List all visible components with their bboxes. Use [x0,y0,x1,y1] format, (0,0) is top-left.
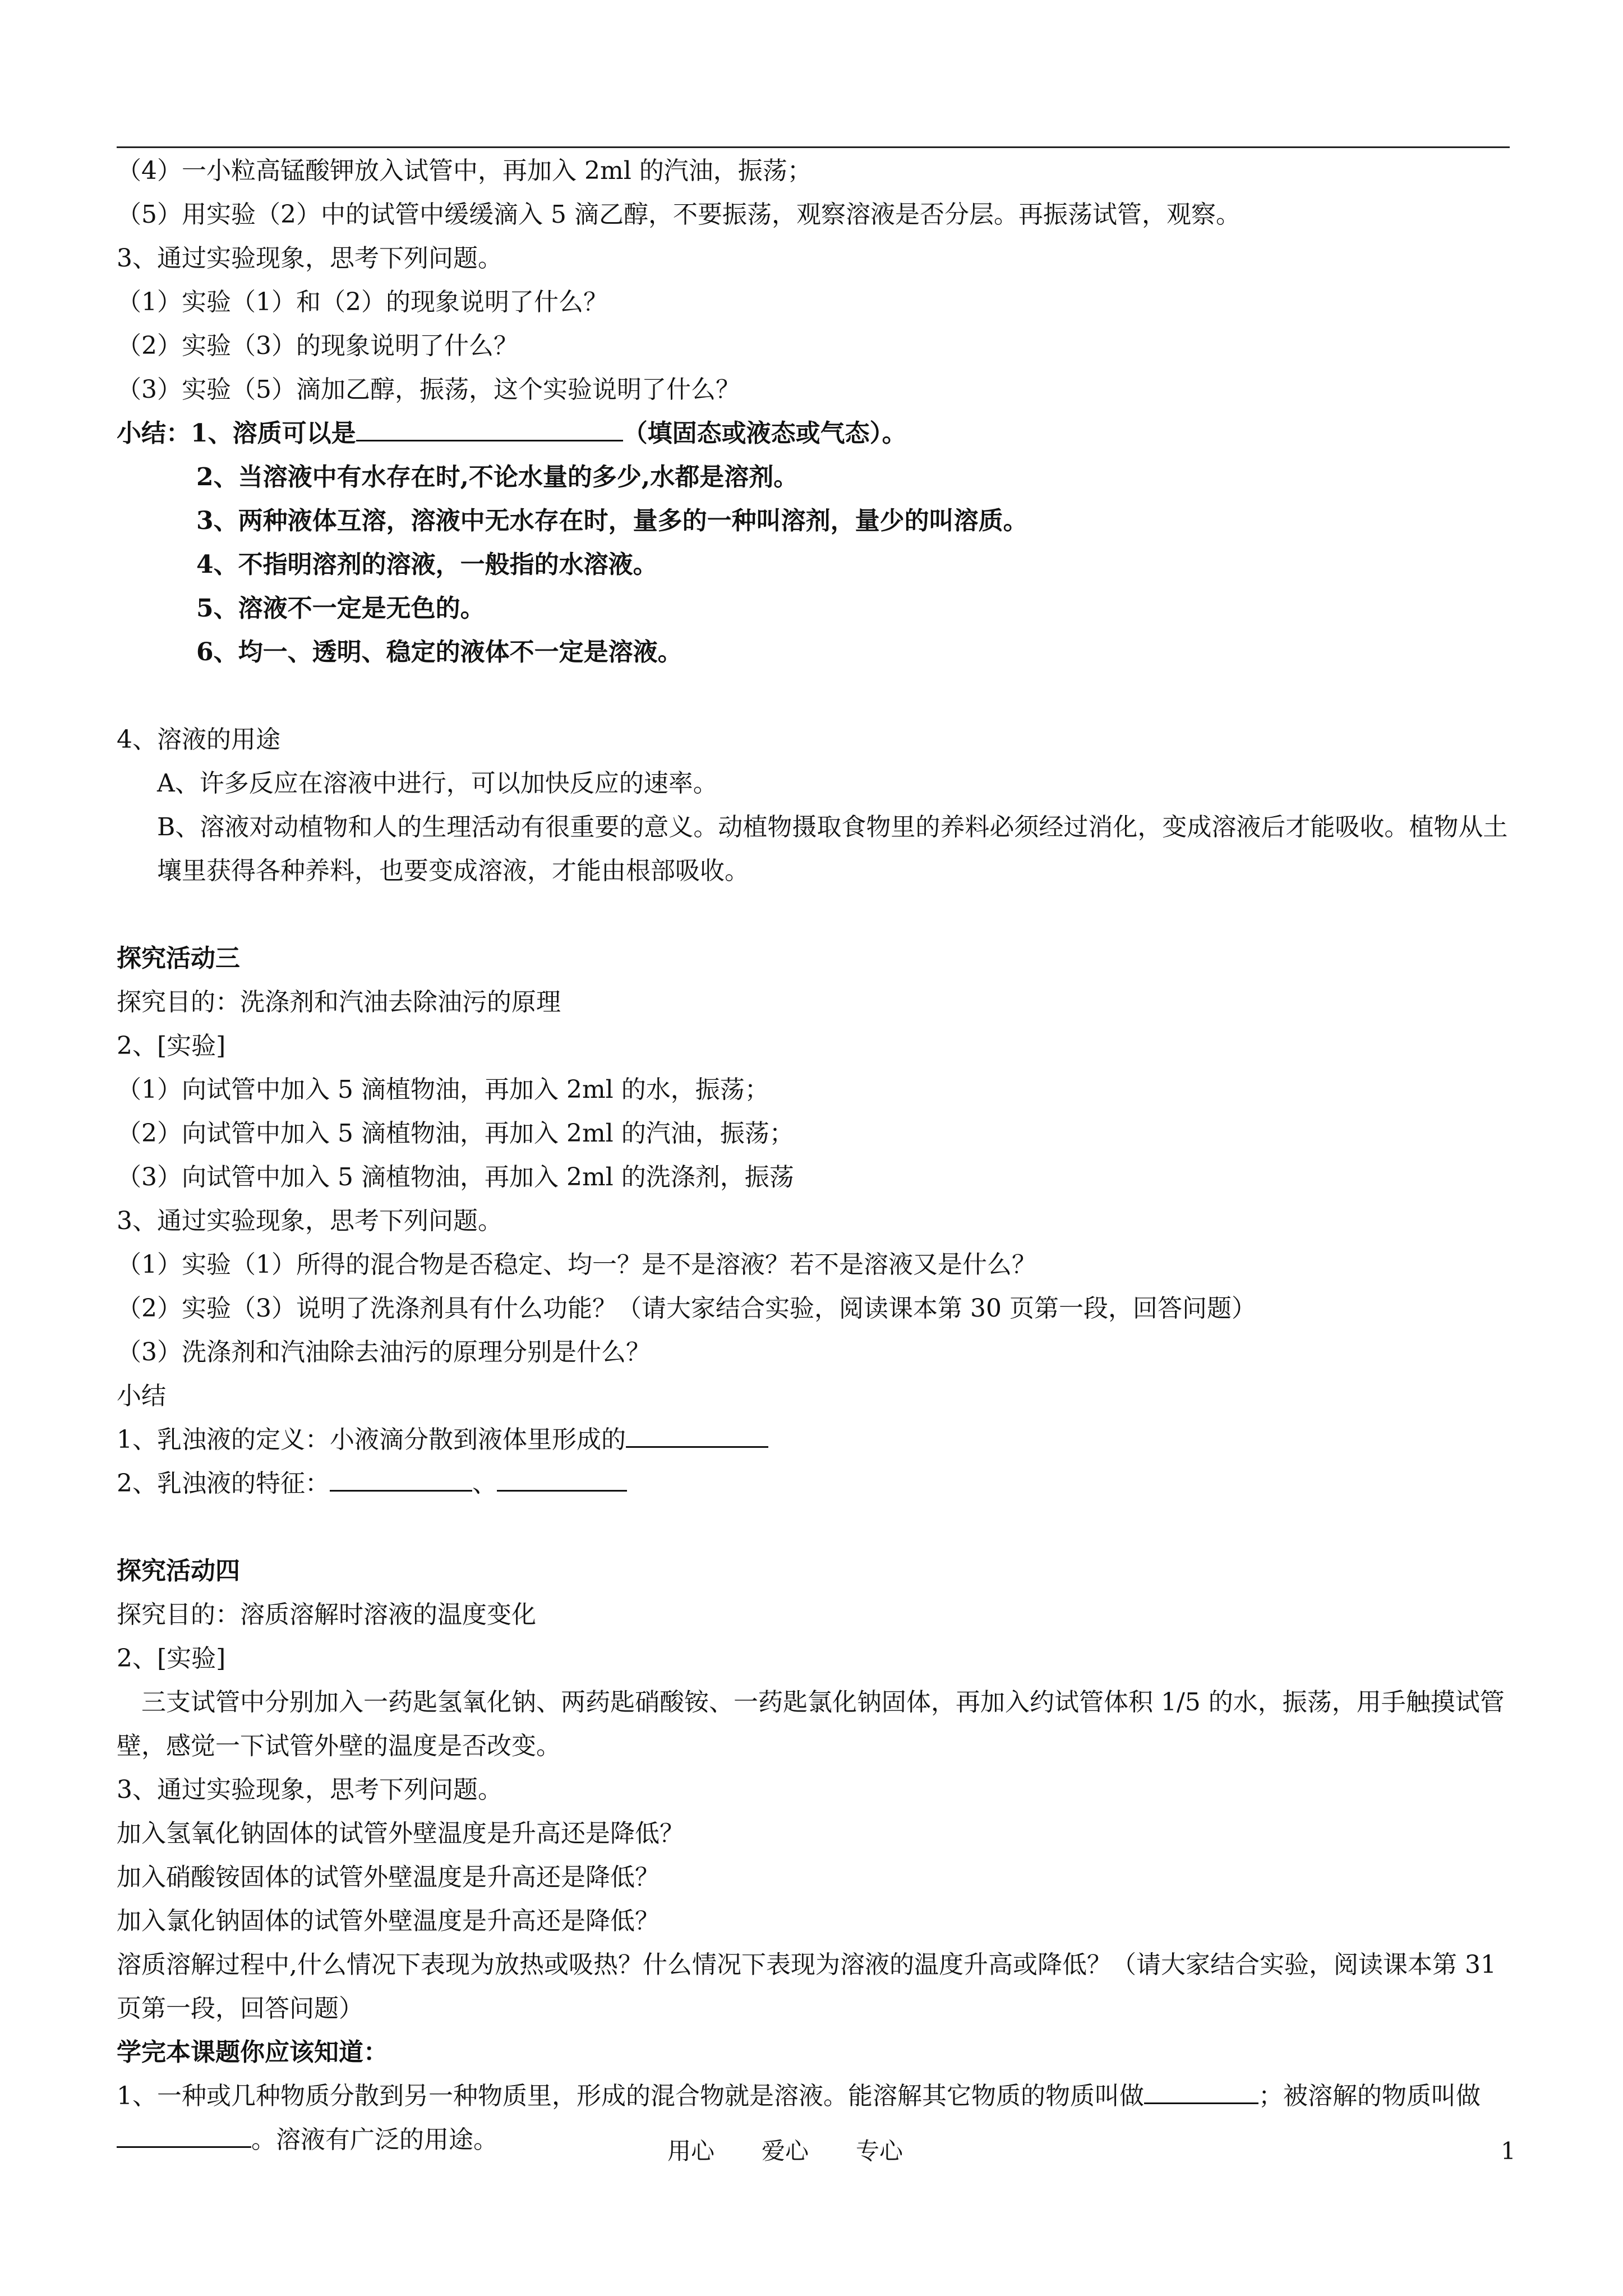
activity4-question-3: 加入氯化钠固体的试管外壁温度是升高还是降低？ [117,1907,660,1935]
spacer [117,893,1519,937]
page-footer [0,2134,1623,2168]
summary-point-5: 5、溶液不一定是无色的。 [196,594,485,623]
footer-motto: 用心 爱心 专心 [667,2137,903,2165]
conclusion-title: 学完本课题你应该知道： [117,2038,388,2067]
conclusion-part-1: 1、一种或几种物质分散到另一种物质里，形成的混合物就是溶液。能溶解其它物质的物质叫做 [117,2082,1144,2110]
summary-point-3: 3、两种液体互溶，溶液中无水存在时，量多的一种叫溶剂，量少的叫溶质。 [196,507,1028,535]
uses-b: B、溶液对动植物和人的生理活动有很重要的意义。动植物摄取食物里的养料必须经过消化，变成溶液后才能吸收。植物从土壤里获得各种养料，也要变成溶液，才能由根部吸收。 [157,813,1508,885]
emulsion-definition-blank[interactable] [626,1424,768,1448]
summary-point-4: 4、不指明溶剂的溶液，一般指的水溶液。 [196,550,658,579]
summary-point-6: 6、均一、透明、稳定的液体不一定是溶液。 [196,638,683,666]
page-number: 1 [1501,2137,1516,2165]
emulsion-features [117,1462,1519,1506]
activity4-question-1: 加入氢氧化钠固体的试管外壁温度是升高还是降低？ [117,1819,684,1848]
emulsion-definition-text: 1、乳浊液的定义：小液滴分散到液体里形成的 [117,1425,626,1454]
activity3-step-1: （1）向试管中加入 5 滴植物油，再加入 2ml 的水，振荡； [117,1075,769,1104]
emulsion-features-text: 2、乳浊液的特征： [117,1469,330,1498]
solvent-blank[interactable] [1144,2080,1258,2104]
experiment-step-4: （4）一小粒高锰酸钾放入试管中，再加入 2ml 的汽油，振荡； [117,157,812,185]
spacer [117,1506,1519,1549]
uses-a: A、许多反应在溶液中进行，可以加快反应的速率。 [157,769,718,798]
activity3-question-2: （2）实验（3）说明了洗涤剂具有什么功能？（请大家结合实验，阅读课本第 30 页第一段，回答问题） [117,1294,1256,1323]
activity4-question-2: 加入硝酸铵固体的试管外壁温度是升高还是降低？ [117,1863,660,1892]
conclusion-part-2: ；被溶解的物质叫做 [1258,2082,1481,2110]
emulsion-features-separator: 、 [472,1469,497,1498]
summary-point-2: 2、当溶液中有水存在时,不论水量的多少,水都是溶剂。 [196,463,799,491]
activity4-purpose: 探究目的：溶质溶解时溶液的温度变化 [117,1600,536,1629]
activity3-title: 探究活动三 [117,944,240,973]
spacer [117,674,1519,718]
question-1: （1）实验（1）和（2）的现象说明了什么？ [117,288,608,316]
emulsion-definition [117,1418,1519,1462]
emulsion-feature-blank-2[interactable] [497,1467,627,1492]
summary-suffix: （填固态或液态或气态）。 [623,419,907,448]
activity3-think: 3、通过实验现象，思考下列问题。 [117,1207,502,1235]
activity4-long-question: 溶质溶解过程中,什么情况下表现为放热或吸热？什么情况下表现为溶液的温度升高或降低？（请大家结合实验，阅读课本第 31 页第一段，回答问题） [117,1950,1496,2023]
activity3-summary-title: 小结 [117,1382,166,1410]
experiment-step-5: （5）用实验（2）中的试管中缓缓滴入 5 滴乙醇，不要振荡，观察溶液是否分层。再振荡试管，观察。 [117,200,1241,229]
conclusion-part-3: 。溶液有广泛的用途。 [251,2125,498,2154]
activity4-experiment-label: 2、[实验] [117,1644,226,1673]
uses-title: 4、溶液的用途 [117,725,280,754]
activity3-experiment-label: 2、[实验] [117,1032,226,1060]
page-content [117,149,1519,2162]
activity3-question-3: （3）洗涤剂和汽油除去油污的原理分别是什么？ [117,1338,651,1366]
activity4-experiment-text: 三支试管中分别加入一药匙氢氧化钠、两药匙硝酸铵、一药匙氯化钠固体，再加入约试管体积 1/5 的水，振荡，用手触摸试管壁，感觉一下试管外壁的温度是否改变。 [117,1688,1505,1760]
emulsion-feature-blank-1[interactable] [330,1467,472,1492]
question-3: （3）实验（5）滴加乙醇，振荡，这个实验说明了什么？ [117,375,740,404]
solute-state-blank[interactable] [356,417,623,441]
header-rule [117,146,1510,148]
activity4-think: 3、通过实验现象，思考下列问题。 [117,1775,502,1804]
think-heading: 3、通过实验现象，思考下列问题。 [117,244,502,273]
question-2: （2）实验（3）的现象说明了什么？ [117,332,518,360]
summary-prefix: 小结：1、溶质可以是 [117,419,356,448]
activity3-step-3: （3）向试管中加入 5 滴植物油，再加入 2ml 的洗涤剂，振荡 [117,1163,794,1191]
activity3-purpose: 探究目的：洗涤剂和汽油去除油污的原理 [117,988,561,1016]
activity4-title: 探究活动四 [117,1557,240,1585]
activity3-step-2: （2）向试管中加入 5 滴植物油，再加入 2ml 的汽油，振荡； [117,1119,794,1148]
summary-point-1 [117,412,1519,455]
activity3-question-1: （1）实验（1）所得的混合物是否稳定、均一？是不是溶液？若不是溶液又是什么？ [117,1250,1036,1279]
